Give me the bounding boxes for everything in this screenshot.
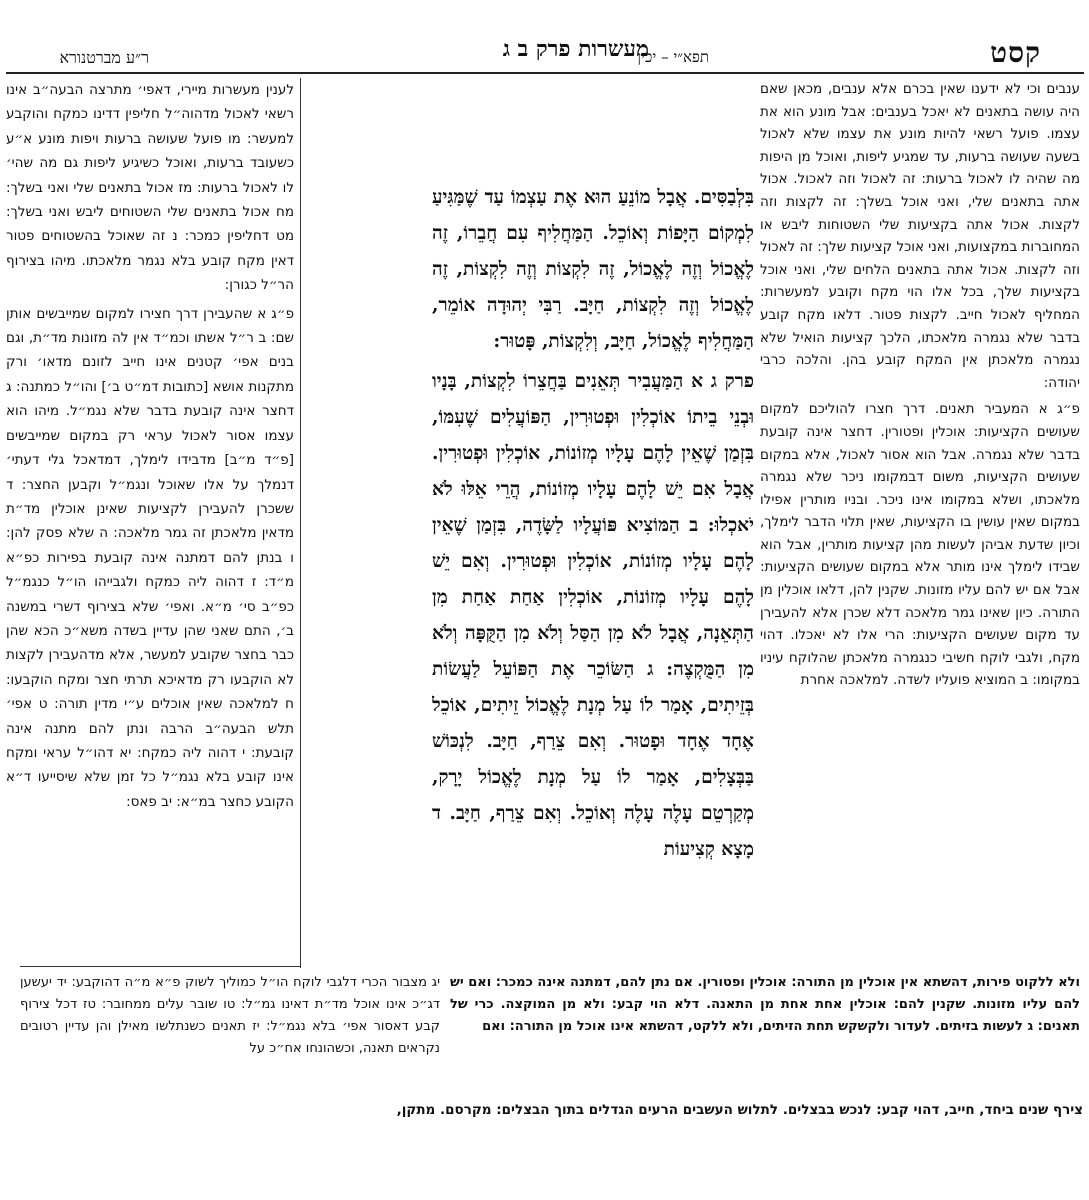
column-divider [300,78,301,968]
commentary-paragraph: פ״ג א שהעבירן דרך חצירו למקום שמייבשים אותן שם: ב ר״ל אשתו וכמ״ד אין לה מזונות מד״ת, וגם בנים אפי׳ קטנים אינו חייב לזונם מדאו׳ ורק מתקנות אושא [כתובות דמ״ט ב׳] והו״ל כמתנה: ג דחצר אינה קובעת בדבר שלא נגמ״ל. מיהו הוא עצמו אסור לאכול עראי רק במקום שמייבשים [פ״ד מ״ב] מדבידו לימלך, דמדאכל גלי דעתי׳ דנמלך על אלו שאוכל ונגמ״ל וקבען החצר: ד ששכרן להעבירן לקציעות שאינן אוכלין מד״ת מדאין מלאכתן זה גמר מלאכה: ה שלא פסק להן: ו בנתן להם דמתנה אינה קובעת בפירות כפ״א מ״ד: ז דהוה ליה כמקח ולגבייהו הו״ל כנגמ״ל כפ״ב סי׳ מ״א. ואפי׳ שלא בצירוף דשרי במשנה ב׳, התם שאני שהן עדיין בשדה משא״כ הכא שהן כבר בחצר שקובע למעשר, אלא מדהעבירן לקצות לא הוקבעו רק מדאיכא תרתי חצר ומקח הוקבעו: ח למלאכה שאין אוכלים ע״י מדין תורה: ט אפי׳ תלש הבעה״ב הרבה ונתן להם מתנה אינה קובעת: י דהוה ליה כמקח: יא דהו״ל עראי ומקח אינו קובע בלא נגמ״ל כל זמן שלא שיסייעו ד״א הקובע כחצר במ״א: יב פאס: [6,305,294,810]
notes-rule [20,966,300,967]
mishnah-text [432,180,754,970]
bartenura-paragraph: ענבים וכי לא ידענו שאין בכרם אלא ענבים, מכאן שאם היה עושה בתאנים לא יאכל בענבים: אבל מונע הוא את עצמו. פועל רשאי להיות מונע את עצמו שלא לאכול בשעה שעושה ברעות, עד שמגיע ליפות, ואוכל מן היפות מה שהיה לו לאכול ברעות: זה לאכול וזה לאכול. אכול אתה בתאנים שלי, ואני אוכל בשלך: זה לקצות וזה לקצות. אכול אתה בקציעות שלי השטוחות ליבש או המחוברות במקצועות, ואני אוכל קציעות שלך: זה לאכול וזה לקצות. אכול אתה בתאנים הלחים שלי, ואני אוכל בקציעות שלך, בכל אלו הוי מקח וקובע למעשרות: המחליף לאכול חייב. לקצות פטור. דלאו מקח קובע בדבר שלא נגמרה מלאכתו, הלכך קציעות הואיל שלא נגמרה מלאכתן אין המקח קובע בהן. והלכה כרבי יהודה: [760,81,1080,391]
mishnah-paragraph: בִּלְבַסִּים. אֲבָל מוֹנֵעַ הוּא אֶת עַצְמוֹ עַד שֶׁמַּגִּיעַ לִמְקוֹם הַיָּפוֹת וְאוֹכֵל. הַמַּחֲלִיף עִם חֲבֵרוֹ, זֶה לֶאֱכוֹל וְזֶה לֶאֱכוֹל, זֶה לִקְצוֹת וְזֶה לִקְצוֹת, זֶה לֶאֱכוֹל וְזֶה לִקְצוֹת, חַיָּב. רַבִּי יְהוּדָה אוֹמֵר, הַמַּחֲלִיף לֶאֱכוֹל, חַיָּב, וְלִקְצוֹת, פָּטוּר: [432,187,754,352]
bartenura-continuation: ולא ללקוט פירות, דהשתא אין אוכלין מן התורה: אוכלין ופטורין. אם נתן להם, דמתנה אינה כמכר: ואם יש להם עליו מזונות. שקנין להם: אוכלין אחת אחת מן התאנה. דלא הוי קבע: ולא מן המוקצה. כרי של תאנים: ג לעשות בזיתים. לעדור ולקשקש תחת הזיתים, ולא ללקט, דהשתא אינו אוכל מן התורה: ואם [450,975,1080,1034]
running-subtitle: תפא״י – יכין [637,48,709,66]
page-title: מעשרות פרק ב ג [502,36,649,62]
bartenura-paragraph: פ״ג א המעביר תאנים. דרך חצרו להוליכם למקום שעושים הקציעות: אוכלין ופטורין. דחצר אינה קובעת בדבר שלא נגמרה. אבל הוא אסור לאכול, אלא במקום שעושים הקציעות, משום דבמקומו ניכר שלא נגמרה מלאכתו, ושלא במקומו אינו ניכר. ובניו מותרין אפילו במקום שאין עושין בו הקציעות, שאין תלוי הדבר לימלך, וכיון שדעת אביהן לעשות מהן קציעות מותרין, אבל הוא שבידו לימלך אינו מותר אלא במקום שעושים הקציעות: אבל אם יש להם עליו מזונות. שקנין להן, דלאו אוכלין מן התורה. כיון שאינו גמר מלאכה דלא שכרן אלא להעבירן עד מקום שעושים הקציעות: הרי אלו לא יאכלו. דהוי מקח, ולגבי לוקח חשיבי כנגמרה מלאכתן שהלוקח עיניו במקומו: ב המוציא פועליו לשדה. למלאכה אחרת [760,401,1080,689]
bottom-notes: יג מצבור הכרי דלגבי לוקח הו״ל כמוליך לשוק פ״א מ״ה דהוקבע: יד יעשען דג״כ אינו אוכל מד״ת דאינו גמ״ל: טו שובר עלים ממחובר: טז דכל צירוף קבע דאסור אפי׳ בלא נגמ״ל: יז תאנים כשנתלשו מאילן והן עדיין רטובים נקראים תאנה, וכשהונחו אח״כ על [20,975,440,1056]
bartenura-column [760,78,1080,1123]
footer-line: צירף שנים ביחד, חייב, דהוי קבע: לנכש בבצלים. לתלוש העשבים הרעים הגדלים בתוך הבצלים: מקרסם. מתקן, [396,1102,1083,1118]
mishnah-paragraph: פרק ג א הַמַּעֲבִיר תְּאֵנִים בַּחֲצֵרוֹ לִקְצוֹת, בָּנָיו וּבְנֵי בֵיתוֹ אוֹכְלִין וּפְטוּרִין, הַפּוֹעֲלִים שֶׁעִמּוֹ, בִּזְמַן שֶׁאֵין לָהֶם עָלָיו מְזוֹנוֹת, אוֹכְלִין וּפְטוּרִין. אֲבָל אִם יֵשׁ לָהֶם עָלָיו מְזוֹנוֹת, הֲרֵי אֵלּוּ לֹא יֹאכְלוּ: ב הַמּוֹצִיא פּוֹעֲלָיו לַשָּׂדֶה, בִּזְמַן שֶׁאֵין לָהֶם עָלָיו מְזוֹנוֹת, אוֹכְלִין וּפְטוּרִין. וְאִם יֵשׁ לָהֶם עָלָיו מְזוֹנוֹת, אוֹכְלִין אַחַת אַחַת מִן הַתְּאֵנָה, אֲבָל לֹא מִן הַסַּל וְלֹא מִן הַקֻּפָּה וְלֹא מִן הַמֻּקְצֶה: ג הַשּׂוֹכֵר אֶת הַפּוֹעֵל לַעֲשׂוֹת בְּזֵיתִים, אָמַר לוֹ עַל מְנָת לֶאֱכוֹל זֵיתִים, אוֹכֵל אֶחָד אֶחָד וּפָטוּר. וְאִם צֵרַף, חַיָּב. לִנְכּוֹשׁ בַּבְּצָלִים, אָמַר לוֹ עַל מְנָת לֶאֱכוֹל יָרָק, מְקַרְטֵם עָלֶה עָלֶה וְאוֹכֵל. וְאִם צֵרַף, חַיָּב. ד מָצָא קְצִיעוֹת [432,371,754,860]
commentary-paragraph: לענין מעשרות מיירי, דאפי׳ מתרצה הבעה״ב אינו רשאי לאכול מדהוה״ל חליפין דדינו כמקח והוקבע למעשר: מו פועל שעושה ברעות ויפות מונע א״ע כשעובד ברעות, ואוכל כשיגיע ליפות גם מה שהי׳ לו לאכול ברעות: מז אכול בתאנים שלי ואני בשלך: מח אכול בתאנים שלי השטוחים ליבש ואני בשלך: מט דחליפין כמכר: נ זה שאוכל בהשטוחים פטור דאין מקח קובע בלא נגמר מלאכתו. מיהו בצירוף הר״ל כגורן: [6,82,294,294]
header-rule [6,72,1084,74]
page-number: קסט [990,36,1041,69]
commentary-title: ר״ע מברטנורא [59,48,149,67]
